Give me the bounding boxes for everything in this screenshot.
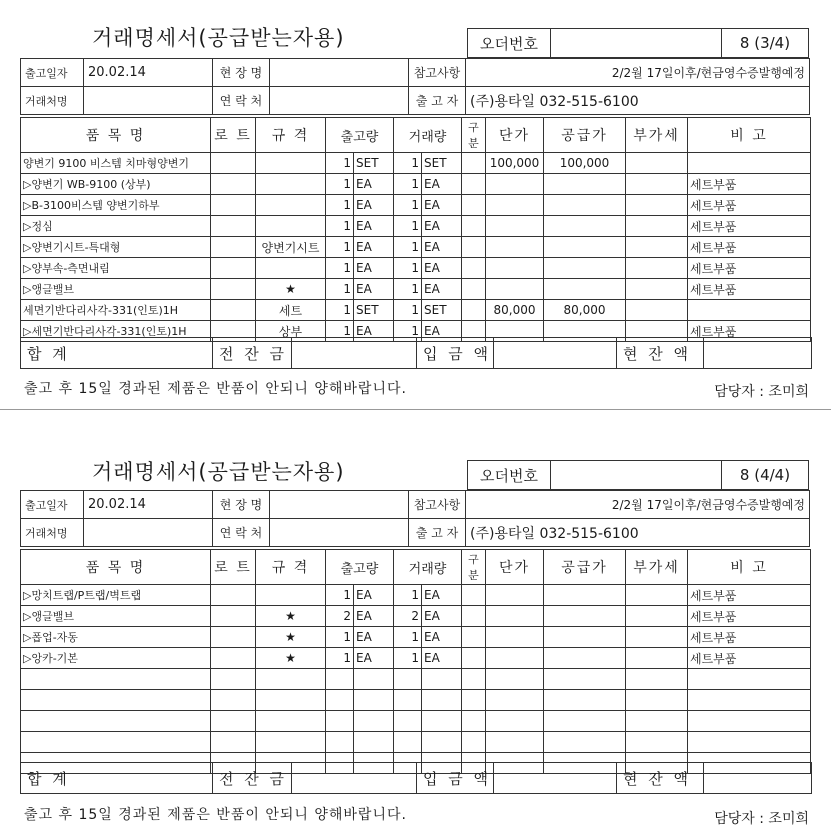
order-number-label: 오더번호 bbox=[468, 461, 551, 489]
cell-remarks: 세트부품 bbox=[688, 279, 811, 300]
manager-name: 담당자 : 조미희 bbox=[714, 384, 809, 400]
current-balance-value bbox=[704, 338, 811, 368]
cell-ship-unit: SET bbox=[354, 153, 394, 174]
cell-ship-qty: 1 bbox=[326, 258, 354, 279]
contact-label: 연 락 처 bbox=[213, 519, 270, 547]
col-header-vat: 부가세 bbox=[626, 550, 688, 585]
cell-trade-qty: 1 bbox=[394, 585, 422, 606]
client-name-value bbox=[84, 87, 213, 115]
cell-type bbox=[462, 711, 486, 732]
cell-item bbox=[21, 690, 211, 711]
cell-trade-qty: 2 bbox=[394, 606, 422, 627]
cell-type bbox=[462, 585, 486, 606]
reference-value: 2/2월 17일이후/현금영수증발행예정 bbox=[466, 59, 810, 87]
cell-remarks bbox=[688, 669, 811, 690]
cell-ship-qty: 1 bbox=[326, 585, 354, 606]
cell-lot bbox=[211, 690, 256, 711]
reference-value: 2/2월 17일이후/현금영수증발행예정 bbox=[466, 491, 810, 519]
cell-unit-price bbox=[486, 258, 544, 279]
cell-supply-price bbox=[544, 279, 626, 300]
cell-supply-price bbox=[544, 690, 626, 711]
cell-lot bbox=[211, 174, 256, 195]
sheet-divider bbox=[0, 409, 831, 410]
cell-type bbox=[462, 669, 486, 690]
cell-supply-price bbox=[544, 711, 626, 732]
cell-ship-unit: EA bbox=[354, 321, 394, 342]
cell-vat bbox=[626, 711, 688, 732]
cell-supply-price bbox=[544, 195, 626, 216]
table-row bbox=[21, 627, 811, 648]
cell-supply-price bbox=[544, 648, 626, 669]
cell-item: ▷양변기시트-특대형 bbox=[21, 237, 211, 258]
cell-supply-price bbox=[544, 585, 626, 606]
cell-ship-qty: 1 bbox=[326, 174, 354, 195]
cell-ship-qty bbox=[326, 711, 354, 732]
cell-ship-unit: EA bbox=[354, 216, 394, 237]
site-name-label: 현 장 명 bbox=[213, 59, 270, 87]
cell-supply-price bbox=[544, 606, 626, 627]
cell-unit-price bbox=[486, 237, 544, 258]
cell-remarks bbox=[688, 711, 811, 732]
table-row bbox=[21, 195, 811, 216]
cell-trade-unit bbox=[422, 690, 462, 711]
cell-item bbox=[21, 711, 211, 732]
cell-spec bbox=[256, 258, 326, 279]
deposit-value bbox=[494, 763, 617, 793]
shipper-value: (주)용타일 032-515-6100 bbox=[466, 87, 810, 115]
cell-ship-unit: EA bbox=[354, 258, 394, 279]
table-row bbox=[21, 300, 811, 321]
cell-type bbox=[462, 153, 486, 174]
cell-spec: 세트 bbox=[256, 300, 326, 321]
col-header-supply-price: 공급가 bbox=[544, 118, 626, 153]
cell-trade-unit: EA bbox=[422, 321, 462, 342]
cell-type bbox=[462, 648, 486, 669]
cell-lot bbox=[211, 648, 256, 669]
contact-value bbox=[270, 519, 409, 547]
cell-ship-unit: EA bbox=[354, 279, 394, 300]
return-policy-note: 출고 후 15일 경과된 제품은 반품이 안되니 양해바랍니다. bbox=[24, 381, 407, 397]
cell-vat bbox=[626, 648, 688, 669]
col-header-lot: 로 트 bbox=[211, 550, 256, 585]
cell-type bbox=[462, 174, 486, 195]
cell-unit-price bbox=[486, 174, 544, 195]
cell-trade-unit bbox=[422, 711, 462, 732]
cell-vat bbox=[626, 258, 688, 279]
cell-lot bbox=[211, 195, 256, 216]
table-row bbox=[21, 711, 811, 732]
cell-ship-unit: EA bbox=[354, 195, 394, 216]
cell-remarks: 세트부품 bbox=[688, 195, 811, 216]
cell-remarks bbox=[688, 300, 811, 321]
col-header-supply-price: 공급가 bbox=[544, 550, 626, 585]
cell-trade-qty bbox=[394, 711, 422, 732]
cell-trade-unit: EA bbox=[422, 606, 462, 627]
table-header-row bbox=[21, 550, 811, 585]
client-name-value bbox=[84, 519, 213, 547]
cell-type bbox=[462, 732, 486, 753]
cell-supply-price bbox=[544, 237, 626, 258]
order-number-value bbox=[551, 461, 722, 489]
client-name-label: 거래처명 bbox=[21, 87, 84, 115]
cell-lot bbox=[211, 279, 256, 300]
cell-ship-qty: 2 bbox=[326, 606, 354, 627]
cell-trade-qty: 1 bbox=[394, 153, 422, 174]
invoice-title: 거래명세서(공급받는자용) bbox=[92, 26, 345, 50]
cell-spec bbox=[256, 216, 326, 237]
cell-spec: ★ bbox=[256, 279, 326, 300]
previous-balance-value bbox=[292, 763, 417, 793]
cell-unit-price: 80,000 bbox=[486, 300, 544, 321]
table-row bbox=[21, 732, 811, 753]
cell-trade-unit: EA bbox=[422, 195, 462, 216]
cell-unit-price bbox=[486, 648, 544, 669]
cell-ship-qty: 1 bbox=[326, 237, 354, 258]
table-header-row bbox=[21, 118, 811, 153]
contact-label: 연 락 처 bbox=[213, 87, 270, 115]
table-row bbox=[21, 585, 811, 606]
order-number-label: 오더번호 bbox=[468, 29, 551, 57]
page-indicator: 8 (4/4) bbox=[739, 466, 791, 484]
cell-unit-price bbox=[486, 195, 544, 216]
cell-trade-qty bbox=[394, 732, 422, 753]
cell-type bbox=[462, 300, 486, 321]
table-row bbox=[21, 216, 811, 237]
invoice-title: 거래명세서(공급받는자용) bbox=[92, 460, 345, 484]
cell-vat bbox=[626, 585, 688, 606]
cell-trade-unit: SET bbox=[422, 153, 462, 174]
cell-lot bbox=[211, 627, 256, 648]
cell-supply-price: 100,000 bbox=[544, 153, 626, 174]
cell-type bbox=[462, 258, 486, 279]
total-label: 합 계 bbox=[21, 763, 213, 793]
cell-ship-unit: SET bbox=[354, 300, 394, 321]
shipper-value: (주)용타일 032-515-6100 bbox=[466, 519, 810, 547]
cell-ship-unit: EA bbox=[354, 237, 394, 258]
col-header-spec: 규 격 bbox=[256, 550, 326, 585]
cell-item: ▷B-3100비스템 양변기하부 bbox=[21, 195, 211, 216]
cell-remarks: 세트부품 bbox=[688, 321, 811, 342]
cell-unit-price bbox=[486, 216, 544, 237]
cell-spec bbox=[256, 153, 326, 174]
cell-supply-price bbox=[544, 669, 626, 690]
cell-trade-qty: 1 bbox=[394, 237, 422, 258]
cell-trade-unit: EA bbox=[422, 216, 462, 237]
cell-ship-qty: 1 bbox=[326, 279, 354, 300]
table-row bbox=[21, 237, 811, 258]
cell-trade-unit: EA bbox=[422, 585, 462, 606]
cell-remarks: 세트부품 bbox=[688, 606, 811, 627]
cell-trade-qty: 1 bbox=[394, 627, 422, 648]
cell-supply-price bbox=[544, 174, 626, 195]
invoice-sheet bbox=[0, 0, 831, 410]
cell-unit-price bbox=[486, 585, 544, 606]
cell-unit-price bbox=[486, 627, 544, 648]
cell-lot bbox=[211, 153, 256, 174]
cell-remarks: 세트부품 bbox=[688, 627, 811, 648]
cell-vat bbox=[626, 153, 688, 174]
line-items-table bbox=[20, 117, 811, 342]
cell-vat bbox=[626, 237, 688, 258]
cell-unit-price bbox=[486, 690, 544, 711]
table-row bbox=[21, 669, 811, 690]
cell-ship-qty: 1 bbox=[326, 627, 354, 648]
cell-vat bbox=[626, 174, 688, 195]
cell-lot bbox=[211, 585, 256, 606]
col-header-ship-qty: 출고량 bbox=[326, 118, 394, 153]
col-header-trade-qty: 거래량 bbox=[394, 118, 462, 153]
reference-label: 참고사항 bbox=[409, 491, 466, 519]
cell-trade-qty: 1 bbox=[394, 321, 422, 342]
cell-trade-qty: 1 bbox=[394, 258, 422, 279]
deposit-label: 입 금 액 bbox=[417, 763, 494, 793]
reference-label: 참고사항 bbox=[409, 59, 466, 87]
cell-type bbox=[462, 216, 486, 237]
cell-spec: 상부 bbox=[256, 321, 326, 342]
cell-trade-qty: 1 bbox=[394, 648, 422, 669]
totals-row bbox=[20, 762, 812, 794]
cell-ship-qty bbox=[326, 690, 354, 711]
cell-lot bbox=[211, 237, 256, 258]
current-balance-label: 현 잔 액 bbox=[617, 763, 704, 793]
cell-item bbox=[21, 669, 211, 690]
cell-item: ▷망치트랩/P트랩/벽트랩 bbox=[21, 585, 211, 606]
cell-lot bbox=[211, 669, 256, 690]
totals-row bbox=[20, 337, 812, 369]
cell-trade-qty: 1 bbox=[394, 300, 422, 321]
cell-trade-unit bbox=[422, 669, 462, 690]
cell-supply-price: 80,000 bbox=[544, 300, 626, 321]
cell-item: ▷앵글밸브 bbox=[21, 279, 211, 300]
cell-vat bbox=[626, 690, 688, 711]
header-info-table bbox=[20, 490, 810, 547]
cell-item: ▷양부속-측면내림 bbox=[21, 258, 211, 279]
invoice-sheet bbox=[0, 418, 831, 839]
cell-spec: ★ bbox=[256, 627, 326, 648]
client-name-label: 거래처명 bbox=[21, 519, 84, 547]
cell-item: ▷앙카-기본 bbox=[21, 648, 211, 669]
cell-trade-unit: EA bbox=[422, 279, 462, 300]
cell-lot bbox=[211, 732, 256, 753]
cell-unit-price bbox=[486, 732, 544, 753]
order-number-value bbox=[551, 29, 722, 57]
cell-supply-price bbox=[544, 627, 626, 648]
current-balance-label: 현 잔 액 bbox=[617, 338, 704, 368]
cell-trade-qty: 1 bbox=[394, 174, 422, 195]
cell-spec bbox=[256, 711, 326, 732]
ship-date-label: 출고일자 bbox=[21, 59, 84, 87]
cell-trade-unit: EA bbox=[422, 258, 462, 279]
deposit-label: 입 금 액 bbox=[417, 338, 494, 368]
cell-remarks: 세트부품 bbox=[688, 258, 811, 279]
cell-spec bbox=[256, 669, 326, 690]
cell-unit-price bbox=[486, 669, 544, 690]
contact-value bbox=[270, 87, 409, 115]
col-header-item: 품 목 명 bbox=[21, 118, 211, 153]
cell-vat bbox=[626, 279, 688, 300]
cell-item bbox=[21, 732, 211, 753]
return-policy-note: 출고 후 15일 경과된 제품은 반품이 안되니 양해바랍니다. bbox=[24, 807, 407, 823]
col-header-ship-qty: 출고량 bbox=[326, 550, 394, 585]
cell-ship-qty: 1 bbox=[326, 153, 354, 174]
cell-lot bbox=[211, 216, 256, 237]
cell-supply-price bbox=[544, 732, 626, 753]
cell-ship-unit bbox=[354, 690, 394, 711]
table-row bbox=[21, 258, 811, 279]
cell-ship-unit: EA bbox=[354, 606, 394, 627]
cell-lot bbox=[211, 711, 256, 732]
cell-type bbox=[462, 690, 486, 711]
cell-vat bbox=[626, 195, 688, 216]
cell-item: ▷세면기반다리사각-331(인토)1H bbox=[21, 321, 211, 342]
cell-ship-qty: 1 bbox=[326, 216, 354, 237]
cell-spec: ★ bbox=[256, 648, 326, 669]
cell-vat bbox=[626, 606, 688, 627]
cell-remarks: 세트부품 bbox=[688, 585, 811, 606]
cell-trade-qty: 1 bbox=[394, 195, 422, 216]
col-header-remarks: 비 고 bbox=[688, 550, 811, 585]
cell-item: ▷앵글밸브 bbox=[21, 606, 211, 627]
header-info-table bbox=[20, 58, 810, 115]
col-header-spec: 규 격 bbox=[256, 118, 326, 153]
cell-lot bbox=[211, 300, 256, 321]
cell-supply-price bbox=[544, 258, 626, 279]
cell-unit-price: 100,000 bbox=[486, 153, 544, 174]
cell-type bbox=[462, 279, 486, 300]
cell-ship-unit: EA bbox=[354, 585, 394, 606]
table-row bbox=[21, 153, 811, 174]
previous-balance-label: 전 잔 금 bbox=[213, 338, 292, 368]
cell-ship-qty: 1 bbox=[326, 300, 354, 321]
total-label: 합 계 bbox=[21, 338, 213, 368]
cell-ship-qty: 1 bbox=[326, 648, 354, 669]
cell-ship-qty: 1 bbox=[326, 195, 354, 216]
cell-item: ▷정심 bbox=[21, 216, 211, 237]
cell-ship-qty bbox=[326, 669, 354, 690]
line-items-table bbox=[20, 549, 811, 774]
col-header-vat: 부가세 bbox=[626, 118, 688, 153]
cell-trade-qty: 1 bbox=[394, 216, 422, 237]
cell-remarks bbox=[688, 153, 811, 174]
table-row bbox=[21, 606, 811, 627]
cell-ship-unit: EA bbox=[354, 627, 394, 648]
cell-spec bbox=[256, 174, 326, 195]
ship-date-value: 20.02.14 bbox=[84, 491, 213, 519]
site-name-value bbox=[270, 491, 409, 519]
col-header-lot: 로 트 bbox=[211, 118, 256, 153]
cell-item: ▷양변기 WB-9100 (상부) bbox=[21, 174, 211, 195]
previous-balance-value bbox=[292, 338, 417, 368]
cell-trade-unit: EA bbox=[422, 237, 462, 258]
cell-item: 세면기반다리사각-331(인토)1H bbox=[21, 300, 211, 321]
cell-ship-unit bbox=[354, 711, 394, 732]
cell-supply-price bbox=[544, 216, 626, 237]
table-row bbox=[21, 648, 811, 669]
cell-remarks bbox=[688, 690, 811, 711]
col-header-type: 구분 bbox=[462, 550, 486, 585]
cell-ship-unit: EA bbox=[354, 174, 394, 195]
cell-vat bbox=[626, 669, 688, 690]
cell-trade-qty bbox=[394, 669, 422, 690]
order-number-box bbox=[467, 460, 809, 490]
order-number-box bbox=[467, 28, 809, 58]
cell-trade-unit: EA bbox=[422, 174, 462, 195]
cell-type bbox=[462, 606, 486, 627]
cell-spec bbox=[256, 690, 326, 711]
cell-ship-unit bbox=[354, 732, 394, 753]
site-name-value bbox=[270, 59, 409, 87]
cell-ship-qty bbox=[326, 732, 354, 753]
col-header-type: 구분 bbox=[462, 118, 486, 153]
col-header-item: 품 목 명 bbox=[21, 550, 211, 585]
cell-ship-unit bbox=[354, 669, 394, 690]
cell-trade-unit: SET bbox=[422, 300, 462, 321]
col-header-unit-price: 단가 bbox=[486, 550, 544, 585]
cell-trade-qty: 1 bbox=[394, 279, 422, 300]
cell-remarks: 세트부품 bbox=[688, 174, 811, 195]
shipper-label: 출 고 자 bbox=[409, 87, 466, 115]
cell-type bbox=[462, 237, 486, 258]
cell-trade-unit: EA bbox=[422, 627, 462, 648]
cell-lot bbox=[211, 258, 256, 279]
table-row bbox=[21, 279, 811, 300]
cell-remarks: 세트부품 bbox=[688, 648, 811, 669]
cell-spec: 양변기시트 bbox=[256, 237, 326, 258]
cell-unit-price bbox=[486, 606, 544, 627]
cell-trade-unit bbox=[422, 732, 462, 753]
cell-type bbox=[462, 627, 486, 648]
cell-ship-unit: EA bbox=[354, 648, 394, 669]
table-row bbox=[21, 174, 811, 195]
cell-remarks: 세트부품 bbox=[688, 216, 811, 237]
cell-item: 양변기 9100 비스템 치마형양변기 bbox=[21, 153, 211, 174]
cell-vat bbox=[626, 300, 688, 321]
cell-spec: ★ bbox=[256, 606, 326, 627]
cell-vat bbox=[626, 627, 688, 648]
deposit-value bbox=[494, 338, 617, 368]
shipper-label: 출 고 자 bbox=[409, 519, 466, 547]
cell-spec bbox=[256, 732, 326, 753]
cell-spec bbox=[256, 195, 326, 216]
cell-type bbox=[462, 195, 486, 216]
cell-remarks: 세트부품 bbox=[688, 237, 811, 258]
col-header-remarks: 비 고 bbox=[688, 118, 811, 153]
cell-remarks bbox=[688, 732, 811, 753]
table-row bbox=[21, 690, 811, 711]
ship-date-label: 출고일자 bbox=[21, 491, 84, 519]
cell-unit-price bbox=[486, 279, 544, 300]
cell-item: ▷폽업-자동 bbox=[21, 627, 211, 648]
cell-trade-unit: EA bbox=[422, 648, 462, 669]
cell-unit-price bbox=[486, 711, 544, 732]
col-header-unit-price: 단가 bbox=[486, 118, 544, 153]
cell-vat bbox=[626, 732, 688, 753]
col-header-trade-qty: 거래량 bbox=[394, 550, 462, 585]
site-name-label: 현 장 명 bbox=[213, 491, 270, 519]
ship-date-value: 20.02.14 bbox=[84, 59, 213, 87]
cell-lot bbox=[211, 606, 256, 627]
cell-trade-qty bbox=[394, 690, 422, 711]
page-indicator: 8 (3/4) bbox=[739, 34, 791, 52]
cell-spec bbox=[256, 585, 326, 606]
previous-balance-label: 전 잔 금 bbox=[213, 763, 292, 793]
manager-name: 담당자 : 조미희 bbox=[714, 811, 809, 827]
cell-ship-qty: 1 bbox=[326, 321, 354, 342]
current-balance-value bbox=[704, 763, 811, 793]
cell-vat bbox=[626, 216, 688, 237]
